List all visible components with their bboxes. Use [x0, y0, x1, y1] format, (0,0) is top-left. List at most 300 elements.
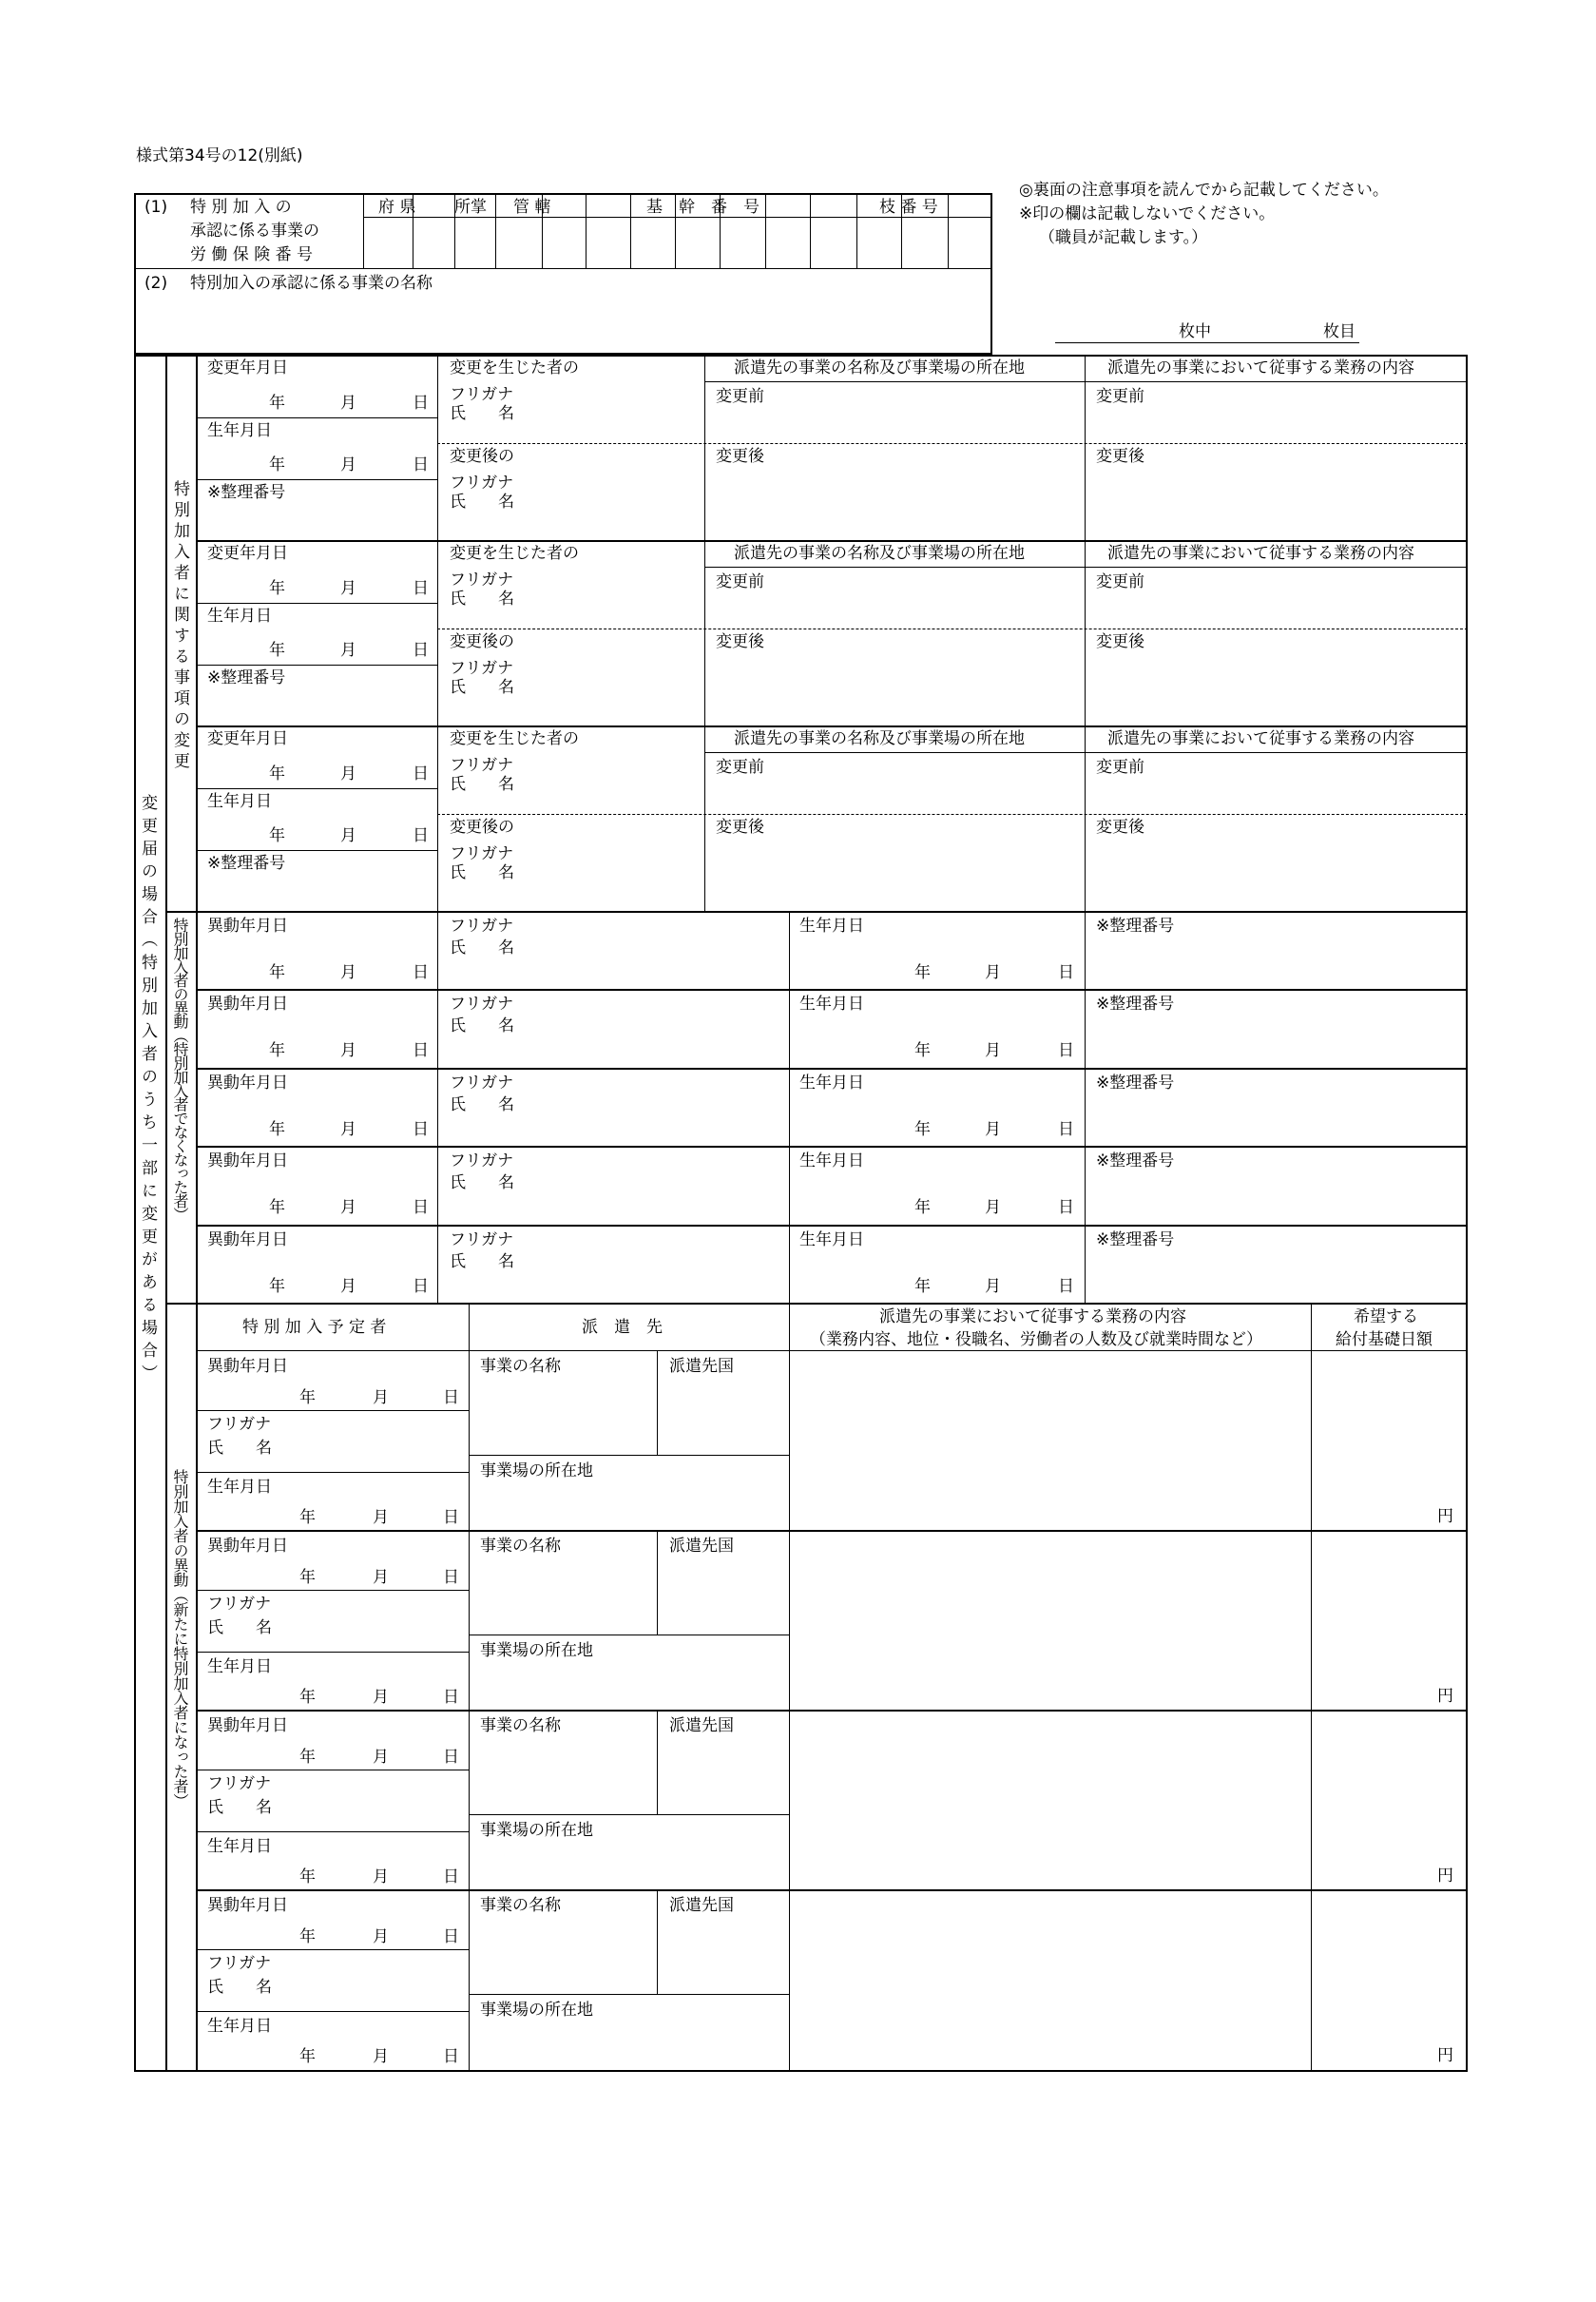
rule-v [437, 1225, 438, 1303]
business-name-input[interactable] [134, 268, 992, 355]
name-label: 氏 名 [207, 1798, 272, 1817]
rule-h [196, 1590, 469, 1591]
haken-header: 派遣先の事業の名称及び事業場の所在地 [734, 358, 1025, 377]
change-date-label: 変更年月日 [207, 729, 288, 748]
after-person-label: 変更後の [450, 447, 514, 466]
seiri-label: ※整理番号 [1096, 1074, 1175, 1093]
insurance-number-digit[interactable] [675, 217, 720, 268]
sheet-count-line [1055, 342, 1359, 343]
birth-date-month: 月 [340, 641, 356, 660]
yen-label: 円 [1437, 1687, 1453, 1706]
birth-date-month: 月 [985, 963, 1001, 982]
change-date-label: 変更年月日 [207, 358, 288, 377]
insurance-number-digit[interactable] [413, 217, 454, 268]
ido-date-day: 日 [443, 1748, 459, 1767]
item1-line1: 特 別 加 入 の [190, 198, 292, 217]
person-label: 変更を生じた者の [450, 358, 579, 377]
ido-date-label: 異動年月日 [207, 1074, 288, 1093]
birth-date-day: 日 [413, 455, 429, 474]
furigana-label: フリガナ [450, 659, 514, 678]
insurance-number-digit[interactable] [630, 217, 675, 268]
kibou-amount-input[interactable] [1312, 1889, 1468, 2069]
ido-date-month: 月 [340, 1041, 356, 1060]
rule-h [196, 850, 437, 851]
haken-header: 派遣先の事業の名称及び事業場の所在地 [734, 544, 1025, 563]
seiri-label: ※整理番号 [207, 668, 286, 687]
item1-line3: 労 働 保 険 番 号 [190, 245, 314, 264]
birth-date-year: 年 [914, 963, 931, 982]
birth-date-day: 日 [443, 1688, 459, 1707]
haken-before-input[interactable] [704, 407, 1085, 443]
sheet-total-label: 枚中 [1179, 322, 1211, 341]
gyomu-header: 派遣先の事業において従事する業務の内容 [1107, 544, 1414, 563]
ido-date-month: 月 [340, 963, 356, 982]
gyomu-before-input[interactable] [1085, 778, 1468, 814]
change-date-year: 年 [269, 579, 285, 598]
insurance-number-digit[interactable] [720, 217, 765, 268]
yen-label: 円 [1437, 1867, 1453, 1886]
insurance-number-digit[interactable] [542, 217, 586, 268]
name-label: 氏 名 [450, 938, 514, 958]
kibou-header-line2: 給付基礎日額 [1336, 1330, 1433, 1349]
haken-country-label: 派遣先国 [669, 1716, 734, 1735]
birth-date-year: 年 [269, 455, 285, 474]
gyomu-after-input[interactable] [1085, 467, 1468, 538]
birth-date-year: 年 [914, 1277, 931, 1296]
hdr-kankatsu: 管 轄 [513, 198, 551, 217]
birth-date-year: 年 [914, 1198, 931, 1217]
haken-after-input[interactable] [704, 838, 1085, 909]
birth-date-month: 月 [340, 455, 356, 474]
insurance-number-digit[interactable] [765, 217, 810, 268]
furigana-label: フリガナ [450, 995, 514, 1014]
ido-date-month: 月 [340, 1198, 356, 1217]
ido-date-label: 異動年月日 [207, 1357, 288, 1376]
birth-date-year: 年 [269, 641, 285, 660]
gyomu-after-input[interactable] [1085, 838, 1468, 909]
birth-date-label: 生年月日 [207, 792, 272, 811]
furigana-label: フリガナ [450, 571, 514, 590]
ido-date-month: 月 [340, 1277, 356, 1296]
furigana-label: フリガナ [450, 1074, 514, 1093]
gyomu-header-line1: 派遣先の事業において従事する業務の内容 [879, 1307, 1186, 1326]
furigana-label: フリガナ [450, 1230, 514, 1249]
birth-date-year: 年 [299, 2047, 316, 2066]
name-label: 氏 名 [450, 404, 514, 423]
kibou-amount-input[interactable] [1312, 1530, 1468, 1710]
change-date-month: 月 [340, 579, 356, 598]
change-date-label: 変更年月日 [207, 544, 288, 563]
after-label: 変更後 [716, 632, 764, 651]
section2-end [165, 1303, 1468, 1305]
rule-h [469, 1994, 789, 1995]
haken-country-label: 派遣先国 [669, 1357, 734, 1376]
ido-date-year: 年 [299, 1748, 316, 1767]
change-date-day: 日 [413, 394, 429, 413]
hdr-pref: 府 県 [378, 198, 416, 217]
item2-label: 特別加入の承認に係る事業の名称 [190, 274, 433, 293]
haken-after-input[interactable] [704, 652, 1085, 724]
ido-date-label: 異動年月日 [207, 1537, 288, 1556]
jigyo-name-label: 事業の名称 [480, 1716, 561, 1735]
section2-vertical-label: 特別加入者の異動（特別加入者でなくなった者） [171, 918, 189, 1221]
insurance-number-digit[interactable] [454, 217, 495, 268]
ido-date-month: 月 [373, 1388, 389, 1407]
rule-h [196, 540, 1468, 542]
gyomu-header: 派遣先の事業において従事する業務の内容 [1107, 729, 1414, 748]
rule-v [789, 1146, 790, 1225]
ido-date-year: 年 [269, 1277, 285, 1296]
rule-v [789, 989, 790, 1068]
furigana-label: フリガナ [207, 1595, 272, 1614]
name-before-input[interactable] [532, 758, 703, 805]
rule-v [437, 911, 438, 989]
birth-date-year: 年 [914, 1041, 931, 1060]
jigyo-name-label: 事業の名称 [480, 1357, 561, 1376]
gyomu-before-input[interactable] [1085, 592, 1468, 629]
ido-date-label: 異動年月日 [207, 1151, 288, 1170]
name-label: 氏 名 [450, 863, 514, 882]
rule-h [437, 814, 1468, 815]
birth-date-label: 生年月日 [207, 421, 272, 440]
furigana-label: フリガナ [207, 1954, 272, 1973]
birth-date-day: 日 [1058, 963, 1074, 982]
ido-date-day: 日 [413, 963, 429, 982]
rule-v [1085, 1068, 1086, 1146]
rule-h [469, 1814, 789, 1815]
change-date-year: 年 [269, 764, 285, 783]
birth-date-day: 日 [443, 1508, 459, 1527]
birth-date-day: 日 [413, 641, 429, 660]
birth-date-day: 日 [1058, 1277, 1074, 1296]
ido-date-day: 日 [413, 1277, 429, 1296]
name-input[interactable] [532, 1232, 784, 1295]
planned-header: 特 別 加 入 予 定 者 [242, 1318, 387, 1337]
rule-v [437, 1146, 438, 1225]
ido-date-label: 異動年月日 [207, 917, 288, 936]
name-input[interactable] [532, 1075, 784, 1138]
outer-vertical-label: 変更届の場合（特別加入者のうち一部に変更がある場合） [138, 794, 157, 1387]
after-label: 変更後 [1096, 447, 1144, 466]
ido-date-year: 年 [269, 1041, 285, 1060]
rule-v [789, 1068, 790, 1146]
name-label: 氏 名 [450, 493, 514, 512]
seiri-label: ※整理番号 [1096, 1230, 1175, 1249]
birth-date-month: 月 [985, 1277, 1001, 1296]
furigana-label: フリガナ [207, 1774, 272, 1793]
insurance-number-digit[interactable] [948, 217, 992, 268]
ido-date-label: 異動年月日 [207, 1230, 288, 1249]
gyomu-header-line2: （業務内容、地位・役職名、労働者の人数及び就業時間など） [810, 1330, 1262, 1349]
ido-date-day: 日 [443, 1388, 459, 1407]
gyomu-input[interactable] [790, 1889, 1311, 2069]
ido-date-label: 異動年月日 [207, 1896, 288, 1915]
haken-header: 派遣先の事業の名称及び事業場の所在地 [734, 729, 1025, 748]
person-label: 変更を生じた者の [450, 729, 579, 748]
before-label: 変更前 [1096, 387, 1144, 406]
rule-v [789, 911, 790, 989]
yen-label: 円 [1437, 2046, 1453, 2065]
rule-h [196, 603, 437, 604]
yen-label: 円 [1437, 1507, 1453, 1526]
outer-label-border [165, 355, 167, 2072]
section3-vertical-label: 特別加入者の異動（新たに特別加入者になった者） [171, 1469, 189, 1809]
before-label: 変更前 [1096, 572, 1144, 591]
before-label: 変更前 [716, 758, 764, 777]
before-label: 変更前 [716, 387, 764, 406]
gyomu-after-input[interactable] [1085, 652, 1468, 724]
rule-h [196, 989, 1468, 991]
rule-h [704, 381, 1468, 382]
item2-no: (2) [144, 274, 168, 293]
kibou-amount-input[interactable] [1312, 1350, 1468, 1530]
jigyo-name-label: 事業の名称 [480, 1537, 561, 1556]
name-label: 氏 名 [207, 1618, 272, 1637]
insurance-number-digit[interactable] [495, 217, 542, 268]
note-asterisk: ※印の欄は記載しないでください。 [1019, 204, 1276, 223]
birth-date-year: 年 [299, 1508, 316, 1527]
seiri-label: ※整理番号 [207, 483, 286, 502]
rule-v [437, 989, 438, 1068]
rule-v [437, 725, 438, 911]
rule-h [196, 1068, 1468, 1070]
before-label: 変更前 [716, 572, 764, 591]
change-date-month: 月 [340, 394, 356, 413]
note-staff: （職員が記載します。） [1039, 228, 1208, 247]
rule-h [196, 1410, 469, 1411]
name-label: 氏 名 [450, 1173, 514, 1192]
rule-v [1085, 911, 1086, 989]
rule-h [196, 479, 437, 480]
birth-date-label: 生年月日 [799, 1074, 864, 1093]
kibou-header-line1: 希望する [1354, 1307, 1418, 1326]
seiri-label: ※整理番号 [1096, 1151, 1175, 1170]
ido-date-month: 月 [373, 1568, 389, 1587]
change-date-day: 日 [413, 764, 429, 783]
after-label: 変更後 [716, 447, 764, 466]
name-label: 氏 名 [450, 775, 514, 794]
kibou-amount-input[interactable] [1312, 1710, 1468, 1889]
rule-h [196, 1472, 469, 1473]
form-title: 様式第34号の12(別紙) [136, 146, 303, 165]
rule-v [1085, 989, 1086, 1068]
rule-v [657, 1710, 658, 1814]
haken-before-input[interactable] [704, 592, 1085, 629]
rule-h [196, 665, 437, 666]
name-input[interactable] [532, 1153, 784, 1217]
birth-date-month: 月 [985, 1120, 1001, 1139]
change-date-month: 月 [340, 764, 356, 783]
rule-h [196, 1225, 1468, 1227]
item1-no: (1) [144, 198, 168, 217]
after-person-label: 変更後の [450, 632, 514, 651]
ido-date-year: 年 [299, 1927, 316, 1946]
seiri-label: ※整理番号 [1096, 917, 1175, 936]
birth-date-year: 年 [269, 826, 285, 845]
birth-date-day: 日 [413, 826, 429, 845]
ido-date-month: 月 [373, 1927, 389, 1946]
birth-date-year: 年 [299, 1688, 316, 1707]
birth-date-label: 生年月日 [207, 1837, 272, 1856]
rule-h [704, 752, 1468, 753]
rule-h [196, 725, 1468, 727]
birth-date-label: 生年月日 [799, 917, 864, 936]
rule-h [437, 443, 1468, 444]
insurance-number-digit[interactable] [363, 217, 413, 268]
gyomu-before-input[interactable] [1085, 407, 1468, 443]
birth-date-month: 月 [373, 1508, 389, 1527]
rule-v [469, 1303, 470, 2072]
haken-after-input[interactable] [704, 467, 1085, 538]
rule-v [1085, 1146, 1086, 1225]
birth-date-year: 年 [299, 1867, 316, 1886]
jigyo-name-label: 事業の名称 [480, 1896, 561, 1915]
birth-date-label: 生年月日 [799, 995, 864, 1014]
birth-date-year: 年 [914, 1120, 931, 1139]
ido-date-label: 異動年月日 [207, 995, 288, 1014]
rule-v [437, 355, 438, 540]
section1-end [165, 911, 1468, 913]
birth-date-label: 生年月日 [207, 607, 272, 626]
furigana-label: フリガナ [207, 1415, 272, 1434]
change-date-day: 日 [413, 579, 429, 598]
birth-date-month: 月 [340, 826, 356, 845]
name-label: 氏 名 [450, 1252, 514, 1271]
name-after-input[interactable] [532, 475, 703, 532]
jigyo-addr-label: 事業場の所在地 [480, 1461, 593, 1480]
furigana-label: フリガナ [450, 844, 514, 863]
ido-date-year: 年 [299, 1388, 316, 1407]
haken-header: 派 遣 先 [582, 1318, 663, 1337]
birth-date-label: 生年月日 [799, 1230, 864, 1249]
ido-date-month: 月 [373, 1748, 389, 1767]
ido-date-day: 日 [413, 1198, 429, 1217]
ido-date-day: 日 [443, 1568, 459, 1587]
gyomu-input[interactable] [790, 1530, 1311, 1710]
name-label: 氏 名 [207, 1978, 272, 1997]
ido-date-day: 日 [413, 1041, 429, 1060]
name-input[interactable] [532, 996, 784, 1060]
before-label: 変更前 [1096, 758, 1144, 777]
furigana-label: フリガナ [450, 474, 514, 493]
ido-date-year: 年 [269, 1120, 285, 1139]
insurance-number-digit[interactable] [586, 217, 630, 268]
name-label: 氏 名 [450, 1095, 514, 1114]
haken-country-label: 派遣先国 [669, 1896, 734, 1915]
haken-country-label: 派遣先国 [669, 1537, 734, 1556]
ido-date-year: 年 [269, 1198, 285, 1217]
rule-v [1085, 1225, 1086, 1303]
birth-date-month: 月 [985, 1198, 1001, 1217]
name-before-input[interactable] [532, 572, 703, 620]
jigyo-addr-label: 事業場の所在地 [480, 1641, 593, 1660]
sheet-no-label: 枚目 [1323, 322, 1356, 341]
birth-date-month: 月 [373, 2047, 389, 2066]
after-label: 変更後 [716, 818, 764, 837]
change-date-year: 年 [269, 394, 285, 413]
seiri-label: ※整理番号 [1096, 995, 1175, 1014]
rule-h [196, 417, 437, 418]
ido-date-year: 年 [269, 963, 285, 982]
hdr-kikan: 基 幹 番 号 [646, 198, 760, 217]
name-before-input[interactable] [532, 387, 703, 435]
birth-date-label: 生年月日 [207, 1478, 272, 1497]
note-read-back: ◎裏面の注意事項を読んでから記載してください。 [1019, 181, 1389, 200]
ido-date-day: 日 [443, 1927, 459, 1946]
name-after-input[interactable] [532, 661, 703, 718]
jigyo-addr-label: 事業場の所在地 [480, 2001, 593, 2020]
gyomu-input[interactable] [790, 1350, 1311, 1530]
person-label: 変更を生じた者の [450, 544, 579, 563]
birth-date-day: 日 [443, 2047, 459, 2066]
rule-v [437, 540, 438, 725]
rule-h [196, 1831, 469, 1832]
ido-date-year: 年 [299, 1568, 316, 1587]
birth-date-label: 生年月日 [799, 1151, 864, 1170]
name-label: 氏 名 [450, 590, 514, 609]
birth-date-day: 日 [443, 1867, 459, 1886]
gyomu-input[interactable] [790, 1710, 1311, 1889]
rule-v [657, 1530, 658, 1635]
after-label: 変更後 [1096, 818, 1144, 837]
rule-h [196, 1949, 469, 1950]
haken-before-input[interactable] [704, 778, 1085, 814]
ido-date-label: 異動年月日 [207, 1716, 288, 1735]
birth-date-month: 月 [373, 1688, 389, 1707]
birth-date-day: 日 [1058, 1198, 1074, 1217]
birth-date-day: 日 [1058, 1041, 1074, 1060]
insurance-number-digit[interactable] [810, 217, 856, 268]
rule-v [657, 1350, 658, 1455]
gyomu-header: 派遣先の事業において従事する業務の内容 [1107, 358, 1414, 377]
furigana-label: フリガナ [450, 385, 514, 404]
rule-v [437, 1068, 438, 1146]
birth-date-month: 月 [985, 1041, 1001, 1060]
furigana-label: フリガナ [450, 1151, 514, 1170]
rule-h [196, 1652, 469, 1653]
birth-date-month: 月 [373, 1867, 389, 1886]
rule-v [657, 1889, 658, 1994]
item1-line2: 承認に係る事業の [190, 222, 319, 241]
birth-date-day: 日 [1058, 1120, 1074, 1139]
name-label: 氏 名 [450, 1016, 514, 1035]
section1-vertical-label: 特別加入者に関する事項の変更 [170, 480, 189, 773]
name-label: 氏 名 [207, 1439, 272, 1458]
after-person-label: 変更後の [450, 818, 514, 837]
rule-h [196, 2011, 469, 2012]
furigana-label: フリガナ [450, 756, 514, 775]
furigana-label: フリガナ [450, 917, 514, 936]
after-label: 変更後 [1096, 632, 1144, 651]
name-label: 氏 名 [450, 678, 514, 697]
rule-h [704, 567, 1468, 568]
rule-h [196, 1146, 1468, 1148]
insurance-number-digit[interactable] [856, 217, 901, 268]
jigyo-addr-label: 事業場の所在地 [480, 1821, 593, 1840]
rule-h [469, 1455, 789, 1456]
insurance-number-digit[interactable] [901, 217, 948, 268]
hdr-eda: 枝 番 号 [879, 198, 938, 217]
name-after-input[interactable] [532, 846, 703, 903]
birth-date-label: 生年月日 [207, 1657, 272, 1676]
name-input[interactable] [532, 919, 784, 981]
seiri-label: ※整理番号 [207, 854, 286, 873]
ido-date-month: 月 [340, 1120, 356, 1139]
hdr-shokan: 所掌 [454, 198, 487, 217]
rule-h [196, 788, 437, 789]
birth-date-label: 生年月日 [207, 2017, 272, 2036]
rule-v [789, 1225, 790, 1303]
